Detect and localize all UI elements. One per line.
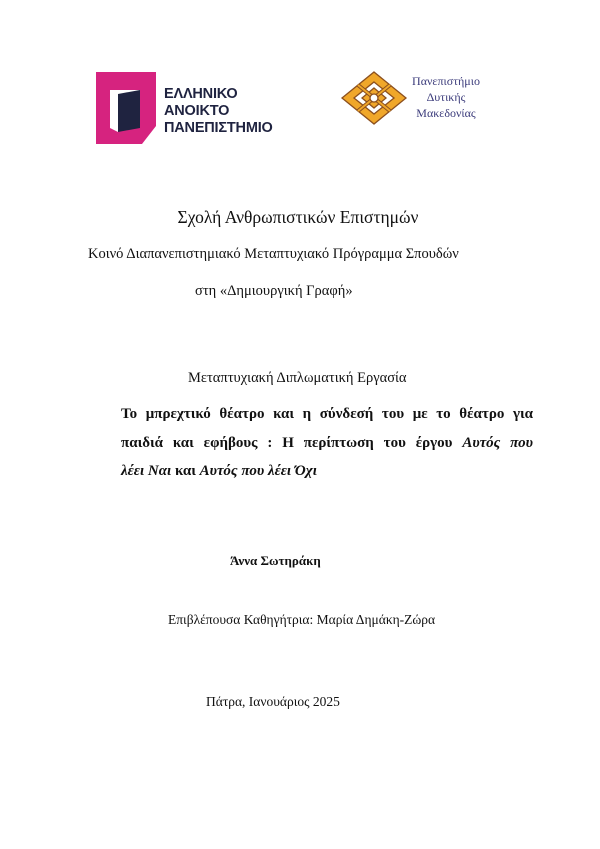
eap-logo-line: ΠΑΝΕΠΙΣΤΗΜΙΟ xyxy=(164,120,273,136)
school-name-text: Σχολή Ανθρωπιστικών Επιστημών xyxy=(177,207,419,227)
eap-logo-line: ΕΛΛΗΝΙΚΟ xyxy=(164,86,238,102)
thesis-title xyxy=(121,400,533,486)
thesis-title-line xyxy=(121,400,533,429)
eap-logo xyxy=(96,72,286,144)
author-name: Άννα Σωτηράκη xyxy=(230,553,321,568)
thesis-title-line xyxy=(121,457,533,486)
title-text: Το μπρεχτικό θέατρο και η σύνδεσή του με το θέατρο για xyxy=(121,406,533,422)
title-work-name: Αυτός που λέει Όχι xyxy=(199,463,317,479)
uowm-logo-text xyxy=(410,73,482,121)
uowm-logo-line: Πανεπιστήμιο xyxy=(412,74,480,88)
title-text: και xyxy=(171,463,200,479)
title-text: παιδιά και εφήβους : Η περίπτωση του έργου xyxy=(121,434,463,451)
uowm-logo-line: Δυτικής xyxy=(426,90,466,104)
eap-logo-line: ΑΝΟΙΚΤΟ xyxy=(164,103,230,119)
supervisor: Επιβλέπουσα Καθηγήτρια: Μαρία Δημάκη-Ζώρα xyxy=(168,612,436,627)
uowm-knot-icon xyxy=(340,70,408,126)
thesis-type: Μεταπτυχιακή Διπλωματική Εργασία xyxy=(188,370,407,386)
thesis-title-line xyxy=(121,429,533,458)
eap-logo-text xyxy=(164,86,273,137)
place-date: Πάτρα, Ιανουάριος 2025 xyxy=(206,694,340,709)
eap-logo-icon xyxy=(96,72,156,144)
title-work-name: λέει Ναι xyxy=(121,463,172,479)
school-name xyxy=(0,207,600,228)
uowm-logo-line: Μακεδονίας xyxy=(416,106,476,120)
uowm-logo xyxy=(340,70,520,126)
title-work-name: Αυτός που xyxy=(462,434,533,451)
program-specialty: στη «Δημιουργική Γραφή» xyxy=(195,283,353,299)
program-name: Κοινό Διαπανεπιστημιακό Μεταπτυχιακό Πρόγραμμα Σπουδών xyxy=(88,246,459,262)
